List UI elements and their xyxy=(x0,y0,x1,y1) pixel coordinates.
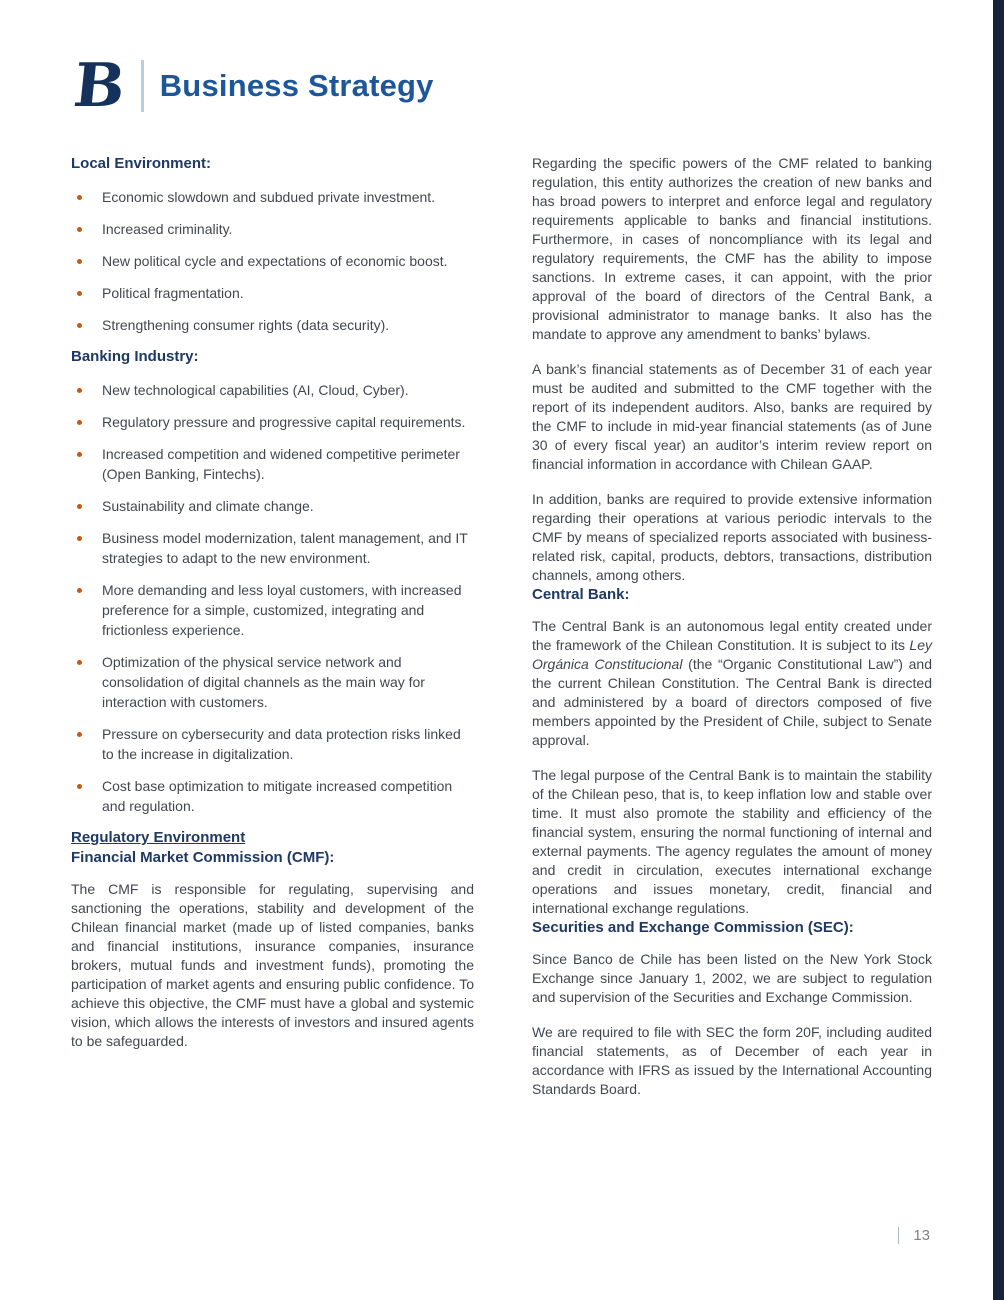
bullet-dot xyxy=(77,291,82,296)
bullet-dot xyxy=(77,660,82,665)
bullet-dot xyxy=(77,227,82,232)
bullet-text: More demanding and less loyal customers, with increased preference for a simple, customized, integrating and frictionless experience. xyxy=(102,582,462,638)
bullet-dot xyxy=(77,388,82,393)
section-heading-sec: Securities and Exchange Commission (SEC): xyxy=(532,919,854,936)
banking-industry-list xyxy=(71,380,474,816)
bullet-dot xyxy=(77,504,82,509)
list-item xyxy=(71,412,474,432)
bullet-text: Political fragmentation. xyxy=(102,285,244,301)
bullet-dot xyxy=(77,588,82,593)
page-header xyxy=(0,0,1004,120)
bullet-text: Optimization of the physical service network and consolidation of digital channels as the main way for interaction with customers. xyxy=(102,654,425,710)
banco-de-chile-logo xyxy=(70,51,144,121)
bullet-dot xyxy=(77,323,82,328)
bullet-dot xyxy=(77,420,82,425)
page-footer xyxy=(898,1227,930,1244)
page-edge-strip xyxy=(993,0,1004,1300)
section-heading-central-bank: Central Bank: xyxy=(532,586,630,603)
bullet-text: Regulatory pressure and progressive capital requirements. xyxy=(102,414,466,430)
bullet-text: Increased criminality. xyxy=(102,221,233,237)
bullet-dot xyxy=(77,452,82,457)
sec-paragraph-1: Since Banco de Chile has been listed on the New York Stock Exchange since January 1, 2002, we are subject to regulation and supervision of the Securities and Exchange Commission. xyxy=(532,951,932,1005)
section-heading-regulatory-environment: Regulatory Environment xyxy=(71,829,246,846)
bullet-text: Strengthening consumer rights (data security). xyxy=(102,317,390,333)
list-item xyxy=(71,528,474,568)
central-bank-law-name: Ley Orgánica Constitucional xyxy=(532,637,932,672)
list-item xyxy=(71,251,474,271)
page-number: 13 xyxy=(913,1227,930,1244)
bullet-dot xyxy=(77,732,82,737)
list-item xyxy=(71,187,474,207)
list-item xyxy=(71,219,474,239)
local-environment-list xyxy=(71,187,474,335)
right-column xyxy=(532,154,932,1099)
bullet-text: New political cycle and expectations of economic boost. xyxy=(102,253,448,269)
central-bank-text-before: The Central Bank is an autonomous legal entity created under the framework of the Chilean Constitution. It is subject to its xyxy=(532,618,932,653)
page-title: Business Strategy xyxy=(159,68,434,103)
cmf-audit-paragraph: A bank’s financial statements as of December 31 of each year must be audited and submitted to the CMF together with the report of its independent auditors. Also, banks are required by the CMF to include in mid-year financial statements (as of June 30 of every fiscal year) an auditor’s interim review report on financial information in accordance with Chilean GAAP. xyxy=(532,361,932,472)
cmf-powers-paragraph: Regarding the specific powers of the CMF related to banking regulation, this entity authorizes the creation of new banks and has broad powers to interpret and enforce legal and regulatory requirements applicable to banks and financial institutions. Furthermore, in cases of noncompliance with its legal and regulatory requirements, the CMF has the ability to impose sanctions. In extreme cases, it can appoint, with the prior approval of the board of directors of the Central Bank, a provisional administrator to manage banks. It also has the mandate to approve any amendment to banks’ bylaws. xyxy=(532,155,932,342)
bullet-text: Business model modernization, talent management, and IT strategies to adapt to the new environment. xyxy=(102,530,468,566)
bullet-dot xyxy=(77,195,82,200)
footer-separator xyxy=(898,1227,899,1244)
list-item xyxy=(71,652,474,712)
list-item xyxy=(71,444,474,484)
list-item xyxy=(71,283,474,303)
sec-paragraph-2: We are required to file with SEC the form 20F, including audited financial statements, as of December of each year in accordance with IFRS as issued by the International Accounting Standards Board. xyxy=(532,1024,932,1097)
list-item xyxy=(71,724,474,764)
cmf-reports-paragraph: In addition, banks are required to provide extensive information regarding their operations at various periodic intervals to the CMF by means of specialized reports associated with business-related risk, capital, products, debtors, transactions, distribution channels, among others. xyxy=(532,491,932,583)
cmf-paragraph: The CMF is responsible for regulating, supervising and sanctioning the operations, stability and development of the Chilean financial market (made up of listed companies, banks and financial institutions, insurance companies, insurance brokers, mutual funds and investment funds), promoting the participation of market agents and ensuring public confidence. To achieve this objective, the CMF must have a global and systemic vision, which allows the interests of investors and insured agents to be safeguarded. xyxy=(71,881,474,1049)
list-item xyxy=(71,496,474,516)
central-bank-text-after: (the “Organic Constitutional Law”) and the current Chilean Constitution. The Central Bank is directed and administered by a board of directors composed of five members appointed by the President of Chile, subject to Senate approval. xyxy=(532,656,932,748)
section-heading-local-environment: Local Environment: xyxy=(71,155,212,172)
bullet-text: Increased competition and widened competitive perimeter (Open Banking, Fintechs). xyxy=(102,446,460,482)
central-bank-paragraph-1 xyxy=(532,617,932,750)
bullet-dot xyxy=(77,536,82,541)
logo-letter: B xyxy=(70,51,129,121)
bullet-text: Economic slowdown and subdued private investment. xyxy=(102,189,436,205)
section-heading-banking-industry: Banking Industry: xyxy=(71,348,199,365)
list-item xyxy=(71,580,474,640)
list-item xyxy=(71,380,474,400)
bullet-text: Cost base optimization to mitigate increased competition and regulation. xyxy=(102,778,453,814)
bullet-text: Pressure on cybersecurity and data protection risks linked to the increase in digitalization. xyxy=(102,726,461,762)
bullet-text: New technological capabilities (AI, Cloud, Cyber). xyxy=(102,382,409,398)
bullet-dot xyxy=(77,784,82,789)
left-column xyxy=(71,154,474,1099)
list-item xyxy=(71,315,474,335)
section-heading-cmf: Financial Market Commission (CMF): xyxy=(71,849,335,866)
bullet-text: Sustainability and climate change. xyxy=(102,498,314,514)
bullet-dot xyxy=(77,259,82,264)
list-item xyxy=(71,776,474,816)
content-columns xyxy=(0,120,1004,1099)
central-bank-paragraph-2: The legal purpose of the Central Bank is to maintain the stability of the Chilean peso, that is, to keep inflation low and stable over time. It must also promote the stability and efficiency of the financial system, ensuring the normal functioning of internal and external payments. The agency regulates the amount of money and credit in circulation, executes international exchange operations and issues monetary, credit, financial and international exchange regulations. xyxy=(532,767,932,916)
